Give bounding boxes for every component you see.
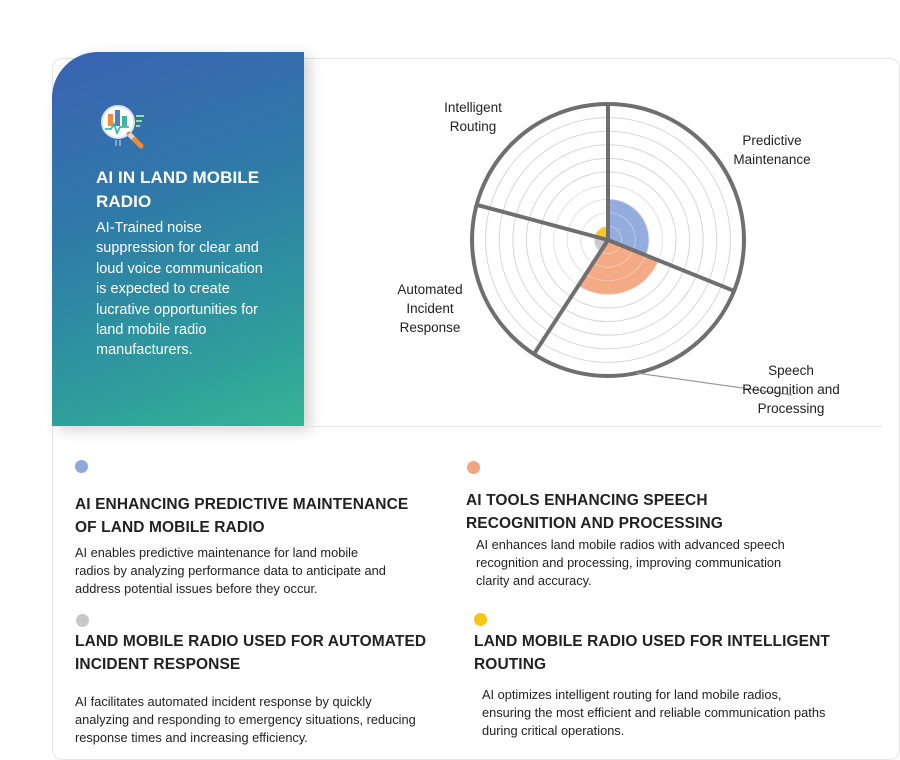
section-title-line: ROUTING — [474, 656, 547, 673]
label-line: Response — [399, 320, 461, 335]
section-text-line: AI optimizes intelligent routing for land mobile radios, — [482, 687, 782, 702]
hero-title: AI IN LAND MOBILE RADIO — [96, 168, 260, 211]
section-title — [75, 493, 435, 539]
polar-chart-container — [380, 90, 860, 430]
label-line: Predictive — [742, 133, 802, 148]
section-text-line: AI enables predictive maintenance for land mobile — [75, 545, 359, 560]
section-title — [466, 489, 826, 535]
section-title — [75, 630, 455, 676]
section-text-line: ensuring the most efficient and reliable communication paths — [482, 705, 826, 720]
analytics-magnifier-icon — [96, 102, 156, 162]
label-line: Routing — [449, 119, 497, 134]
section-title-line: AI TOOLS ENHANCING SPEECH — [466, 492, 708, 509]
section-intelligent-routing — [474, 613, 874, 753]
hero-description: AI-Trained noise suppression for clear and loud voice communication is expected to create lucrative opportunities for land mobile radio manufacturers. — [96, 220, 263, 359]
section-text — [476, 536, 826, 590]
section-text-line: response times and increasing efficiency. — [75, 730, 308, 745]
section-text-line: radios by analyzing performance data to anticipate and — [75, 563, 386, 578]
legend-dot-speech — [467, 461, 480, 474]
section-text-line: AI facilitates automated incident response by quickly — [75, 694, 372, 709]
hero-panel — [52, 52, 304, 426]
legend-dot-automated — [76, 614, 89, 627]
label-speech-recognition-and-processing — [742, 363, 840, 416]
section-automated-incident-response — [75, 613, 455, 753]
legend-dot-routing — [474, 613, 487, 626]
section-title — [474, 630, 874, 676]
section-text-line: AI enhances land mobile radios with advanced speech — [476, 537, 785, 552]
polar-area-chart — [380, 90, 860, 430]
section-text — [75, 544, 435, 598]
section-text — [75, 693, 455, 747]
section-text-line: recognition and processing, improving communication — [476, 555, 782, 570]
section-predictive-maintenance — [75, 460, 435, 610]
label-line: Maintenance — [733, 152, 811, 167]
section-divider — [52, 426, 882, 427]
label-line: Intelligent — [444, 100, 502, 115]
legend-dot-predictive — [75, 460, 88, 473]
label-intelligent-routing — [444, 100, 502, 134]
section-text — [482, 686, 874, 740]
label-line: Automated — [397, 282, 463, 297]
label-automated-incident-response — [397, 282, 462, 335]
section-text-line: during critical operations. — [482, 723, 625, 738]
section-text-line: address potential issues before they occur. — [75, 581, 318, 596]
section-title-line: RECOGNITION AND PROCESSING — [466, 515, 723, 532]
label-line: Processing — [757, 401, 825, 416]
section-title-line: LAND MOBILE RADIO USED FOR INTELLIGENT — [474, 633, 830, 650]
sector-divider — [477, 205, 608, 240]
section-title-line: OF LAND MOBILE RADIO — [75, 519, 265, 536]
label-line: Recognition and — [742, 382, 840, 397]
section-title-line: AI ENHANCING PREDICTIVE MAINTENANCE — [75, 496, 409, 513]
section-title-line: INCIDENT RESPONSE — [75, 656, 241, 673]
section-text-line: analyzing and responding to emergency situations, reducing — [75, 712, 416, 727]
section-text-line: clarity and accuracy. — [476, 573, 592, 588]
label-line: Speech — [768, 363, 814, 378]
label-line: Incident — [406, 301, 454, 316]
section-speech-recognition — [466, 460, 826, 610]
label-predictive-maintenance — [733, 133, 810, 167]
section-title-line: LAND MOBILE RADIO USED FOR AUTOMATED — [75, 633, 427, 650]
